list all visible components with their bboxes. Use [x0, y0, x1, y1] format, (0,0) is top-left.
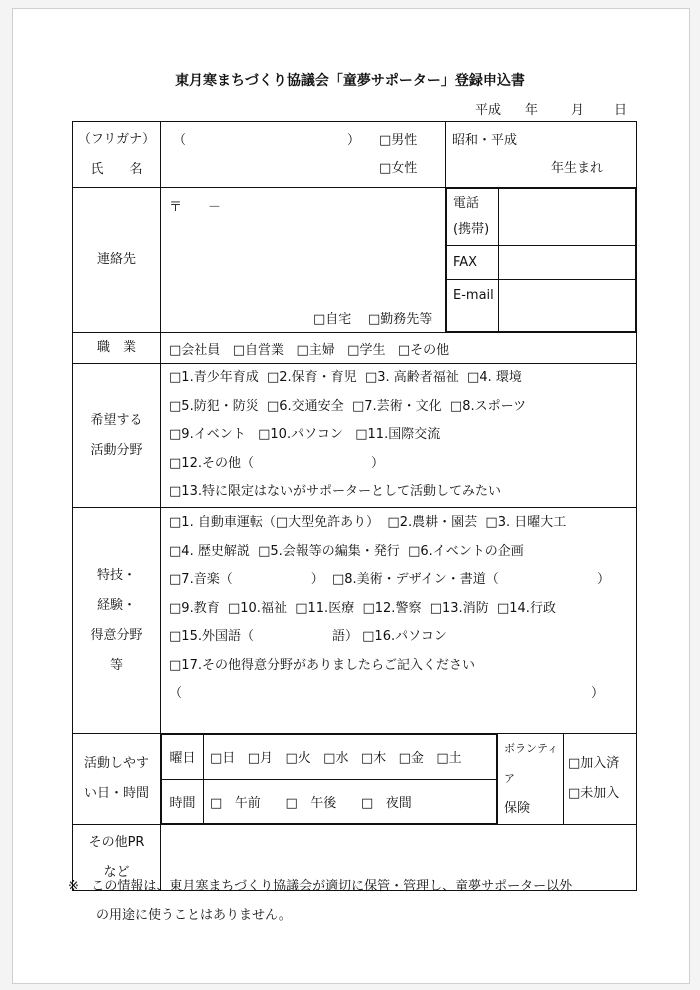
availability-subtable: [161, 734, 497, 824]
day-option[interactable]: □ 土: [436, 751, 461, 766]
skill-option[interactable]: □ 8.美術・デザイン・書道（: [332, 572, 499, 587]
phone-label: 電話: [453, 196, 480, 211]
pr-label-line1: その他PR: [88, 834, 145, 850]
activity-option[interactable]: □ 5.防犯・防災: [169, 399, 259, 414]
phone-block: [446, 188, 637, 333]
availability-label-cell: [73, 734, 161, 825]
registration-form-table: [72, 121, 637, 891]
skills-options: [161, 508, 637, 734]
activity-options: [161, 364, 637, 508]
day-option[interactable]: □ 日: [210, 751, 235, 766]
occupation-option[interactable]: □ 会社員: [169, 343, 220, 358]
skill-option[interactable]: □ 9.教育: [169, 601, 220, 616]
occupation-option[interactable]: □ その他: [398, 343, 449, 358]
skill-option[interactable]: □ 4. 歴史解説: [169, 544, 250, 559]
skill-other-open-paren: （: [169, 686, 183, 701]
availability-label-line2: い日・時間: [83, 786, 149, 801]
birth-era: 昭和・平成: [452, 133, 518, 148]
skills-label-line3: 得意分野: [90, 627, 143, 643]
skill-option[interactable]: □ 大型免許あり）: [276, 515, 379, 530]
skill-option[interactable]: □ 7.音楽（ ）: [169, 572, 324, 587]
occupation-option[interactable]: □ 学生: [347, 343, 385, 358]
skill-close-paren: ）: [597, 572, 611, 587]
activity-option[interactable]: □ 12.その他（ ）: [169, 456, 384, 471]
time-option[interactable]: □ 夜間: [361, 796, 412, 811]
time-option[interactable]: □ 午後: [286, 796, 337, 811]
skill-option[interactable]: □ 5.会報等の編集・発行: [258, 544, 400, 559]
activity-option[interactable]: □ 13.特に限定はないがサポーターとして活動してみたい: [169, 484, 501, 499]
insurance-joined-checkbox[interactable]: □ 加入済: [568, 749, 636, 779]
activity-option[interactable]: □ 6.交通安全: [267, 399, 344, 414]
skill-option[interactable]: □ 11.医療: [295, 601, 354, 616]
female-checkbox[interactable]: □ 女性: [379, 157, 417, 176]
skills-label-line1: 特技・: [96, 567, 136, 583]
activity-option[interactable]: □ 3. 高齢者福祉: [365, 370, 459, 385]
fax-input[interactable]: [499, 246, 636, 280]
mobile-label: (携帯): [453, 222, 490, 237]
insurance-not-joined-checkbox[interactable]: □ 未加入: [568, 779, 636, 809]
furigana-close-paren: ）: [347, 133, 361, 148]
email-input[interactable]: [499, 280, 636, 332]
birth-suffix: 年生まれ: [551, 161, 604, 176]
skill-option[interactable]: □ 2.農耕・園芸: [387, 515, 477, 530]
time-label: 時間: [162, 779, 204, 824]
activity-option[interactable]: □ 8.スポーツ: [450, 399, 526, 414]
day-option[interactable]: □ 火: [285, 751, 310, 766]
phone-subtable: [446, 188, 636, 332]
skill-option[interactable]: □ 14.行政: [497, 601, 556, 616]
time-options: [204, 779, 497, 824]
skill-option[interactable]: □ 1. 自動車運転（: [169, 515, 276, 530]
postal-mark: 〒 －: [169, 200, 222, 215]
footnote-mark: ※: [68, 879, 79, 894]
skill-option[interactable]: □ 16.パソコン: [362, 629, 447, 644]
insurance-label-line2: 保険: [504, 801, 531, 816]
birth-cell[interactable]: [446, 122, 637, 188]
skill-option[interactable]: □ 12.警察: [362, 601, 421, 616]
insurance-label-line1: ボランティア: [504, 742, 559, 785]
skill-option[interactable]: □ 6.イベントの企画: [408, 544, 524, 559]
phone-label-cell: [447, 189, 499, 246]
day-option[interactable]: □ 金: [399, 751, 424, 766]
activity-option[interactable]: □ 9.イベント: [169, 427, 246, 442]
address-cell[interactable]: [161, 188, 446, 333]
date-day: 日: [614, 103, 628, 118]
male-checkbox[interactable]: □ 男性: [379, 129, 417, 148]
skills-label-cell: [73, 508, 161, 734]
footnote: [68, 872, 658, 930]
skills-label-line2: 経験・: [96, 597, 136, 613]
footnote-line2: の用途に使うことはありません。: [96, 908, 292, 923]
date-era: 平成: [475, 103, 502, 118]
name-label: 氏 名: [90, 161, 143, 177]
activity-option[interactable]: □ 4. 環境: [467, 370, 522, 385]
footnote-line1: この情報は、東月寒まちづくり協議会が適切に保管・管理し、童夢サポーター以外: [91, 879, 573, 894]
date-month: 月: [571, 103, 585, 118]
day-label: 曜日: [162, 735, 204, 780]
insurance-options: [564, 734, 637, 825]
furigana-label: （フリガナ）: [77, 131, 156, 147]
insurance-label-cell: [498, 734, 564, 825]
activity-option[interactable]: □ 10.パソコン: [258, 427, 343, 442]
skill-option[interactable]: □ 15.外国語（ 語）: [169, 629, 358, 644]
date-year: 年: [525, 103, 539, 118]
pr-label-line2: など: [103, 864, 130, 880]
availability-block: [161, 734, 498, 825]
work-checkbox[interactable]: □ 勤務先等: [368, 308, 432, 327]
availability-label-line1: 活動しやす: [83, 756, 149, 771]
skill-option[interactable]: □ 10.福祉: [228, 601, 287, 616]
occupation-option[interactable]: □ 主婦: [296, 343, 334, 358]
contact-label: 連絡先: [73, 188, 161, 333]
email-label: E-mail: [447, 280, 499, 332]
day-option[interactable]: □ 月: [248, 751, 273, 766]
day-option[interactable]: □ 水: [323, 751, 348, 766]
furigana-open-paren: （: [173, 133, 187, 148]
form-title: 東月寒まちづくり協議会「童夢サポーター」登録申込書: [175, 73, 525, 89]
fax-label: FAX: [447, 246, 499, 280]
activity-label-line2: 活動分野: [90, 442, 143, 458]
phone-input[interactable]: [499, 189, 636, 246]
skill-option[interactable]: □ 13.消防: [430, 601, 489, 616]
skill-option[interactable]: □ 17.その他得意分野がありましたらご記入ください: [169, 658, 475, 673]
activity-option[interactable]: □ 11.国際交流: [355, 427, 440, 442]
activity-option[interactable]: □ 2.保育・育児: [267, 370, 357, 385]
name-input-cell[interactable]: [161, 122, 446, 188]
activity-label-cell: [73, 364, 161, 508]
home-checkbox[interactable]: □ 自宅: [313, 308, 351, 327]
activity-option[interactable]: □ 7.芸術・文化: [352, 399, 442, 414]
occupation-option[interactable]: □ 自営業: [233, 343, 284, 358]
activity-label-line1: 希望する: [90, 412, 143, 428]
skill-option[interactable]: □ 3. 日曜大工: [485, 515, 566, 530]
occupation-label: 職 業: [73, 333, 161, 364]
skills-label-line4: 等: [109, 657, 123, 673]
occupation-options: [161, 333, 637, 364]
skill-other-close-paren: ）: [591, 686, 605, 701]
day-option[interactable]: □ 木: [361, 751, 386, 766]
name-label-cell: [73, 122, 161, 188]
day-options: [204, 735, 497, 780]
activity-option[interactable]: □ 1.青少年育成: [169, 370, 259, 385]
time-option[interactable]: □ 午前: [210, 796, 261, 811]
